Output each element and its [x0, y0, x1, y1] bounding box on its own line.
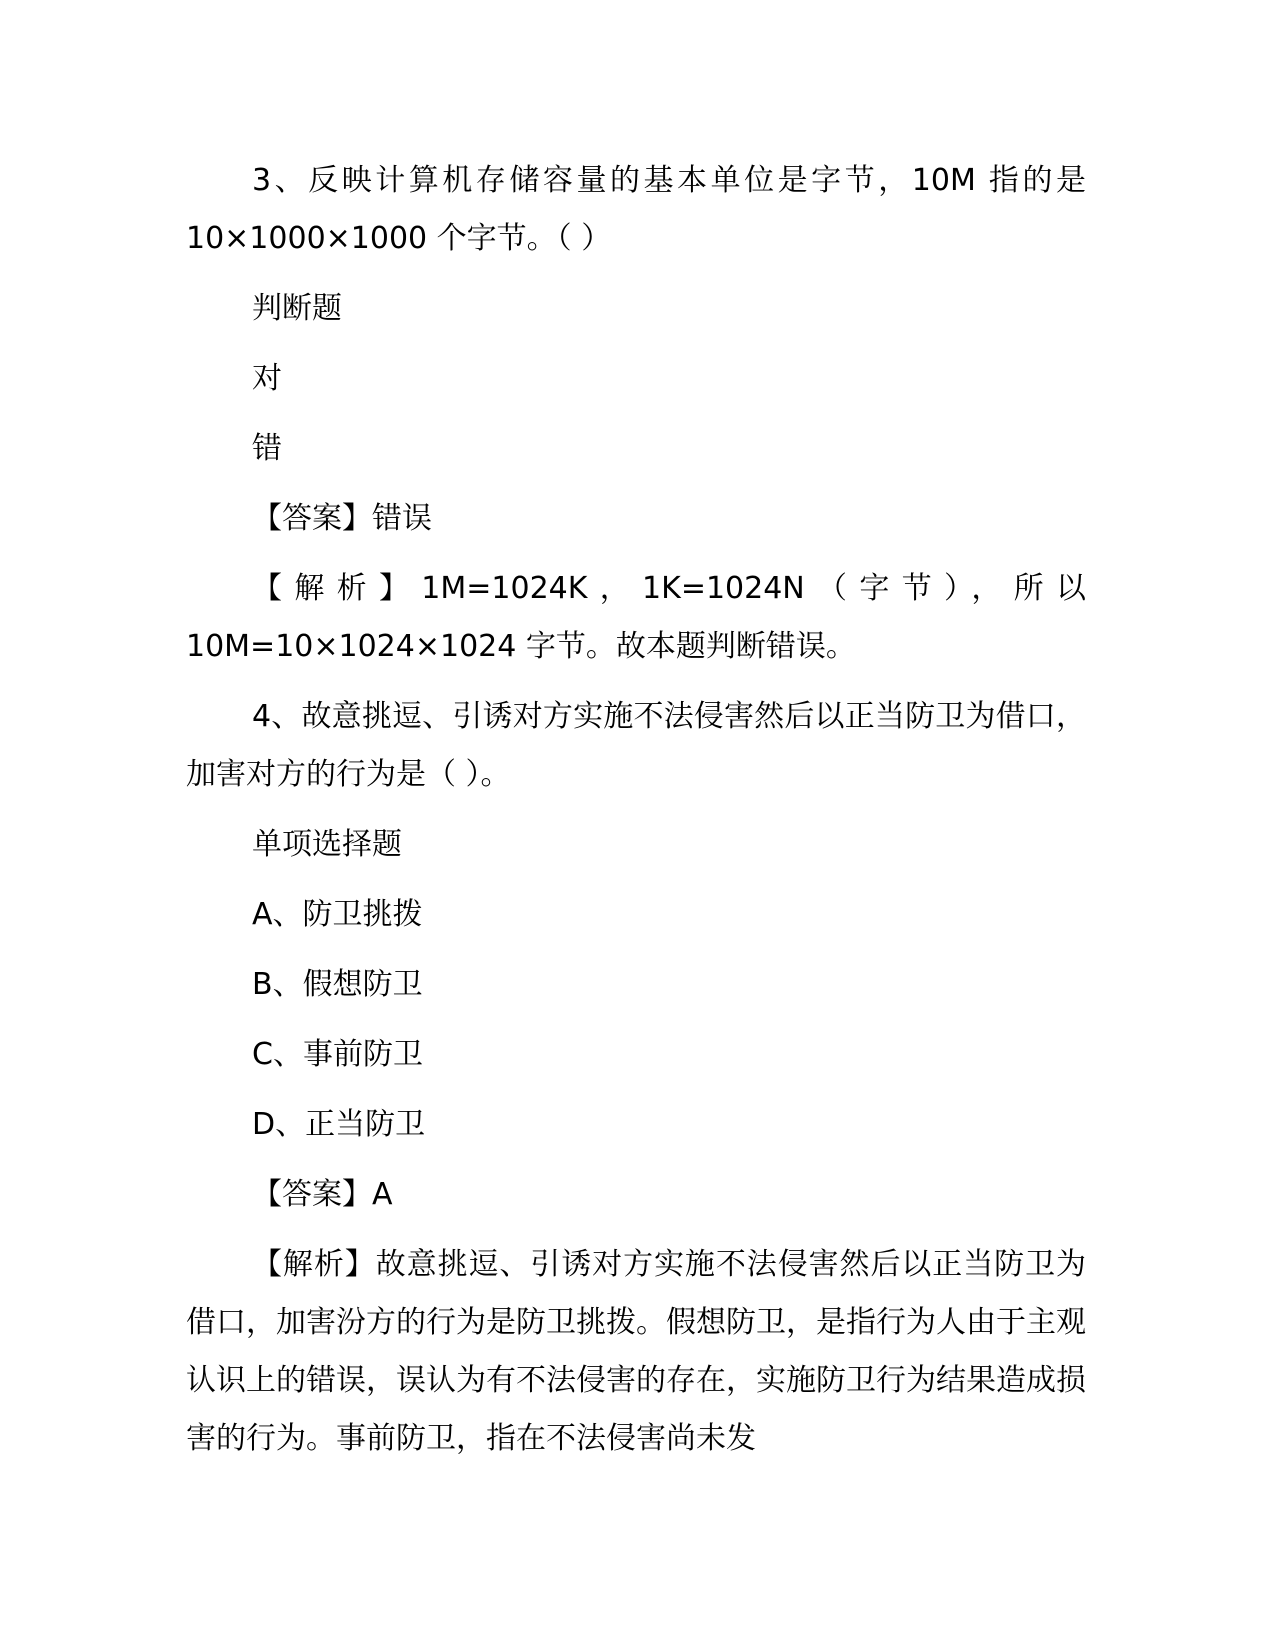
- question-4-analysis: 【解析】故意挑逗、引诱对方实施不法侵害然后以正当防卫为借口，加害汾方的行为是防卫挑拨。假想防卫，是指行为人由于主观认识上的错误，误认为有不法侵害的存在，实施防卫行为结果造成损害的行为。事前防卫，指在不法侵害尚未发: [186, 1247, 1086, 1456]
- question-3-type: 判断题: [252, 291, 342, 326]
- question-3-answer: 【答案】错误: [252, 501, 432, 536]
- question-4-option-c: C、事前防卫: [252, 1037, 423, 1072]
- document-page: [186, 152, 1086, 1480]
- question-4-answer: 【答案】A: [252, 1177, 393, 1212]
- question-4-type: 单项选择题: [252, 827, 402, 862]
- question-3-analysis: 【解析】1M=1024K，1K=1024N（字节），所以 10M=10×1024×1024 字节。故本题判断错误。: [186, 571, 1086, 664]
- question-3-stem: 3、反映计算机存储容量的基本单位是字节，10M 指的是 10×1000×1000 个字节。（ ）: [186, 163, 1086, 256]
- question-4-option-a: A、防卫挑拨: [252, 897, 423, 932]
- question-4-option-d: D、正当防卫: [252, 1107, 426, 1142]
- question-4-stem: 4、故意挑逗、引诱对方实施不法侵害然后以正当防卫为借口，加害对方的行为是（ ）。: [186, 699, 1086, 792]
- question-4-option-b: B、假想防卫: [252, 967, 423, 1002]
- question-3-option-true: 对: [252, 361, 282, 396]
- question-3-option-false: 错: [252, 431, 282, 466]
